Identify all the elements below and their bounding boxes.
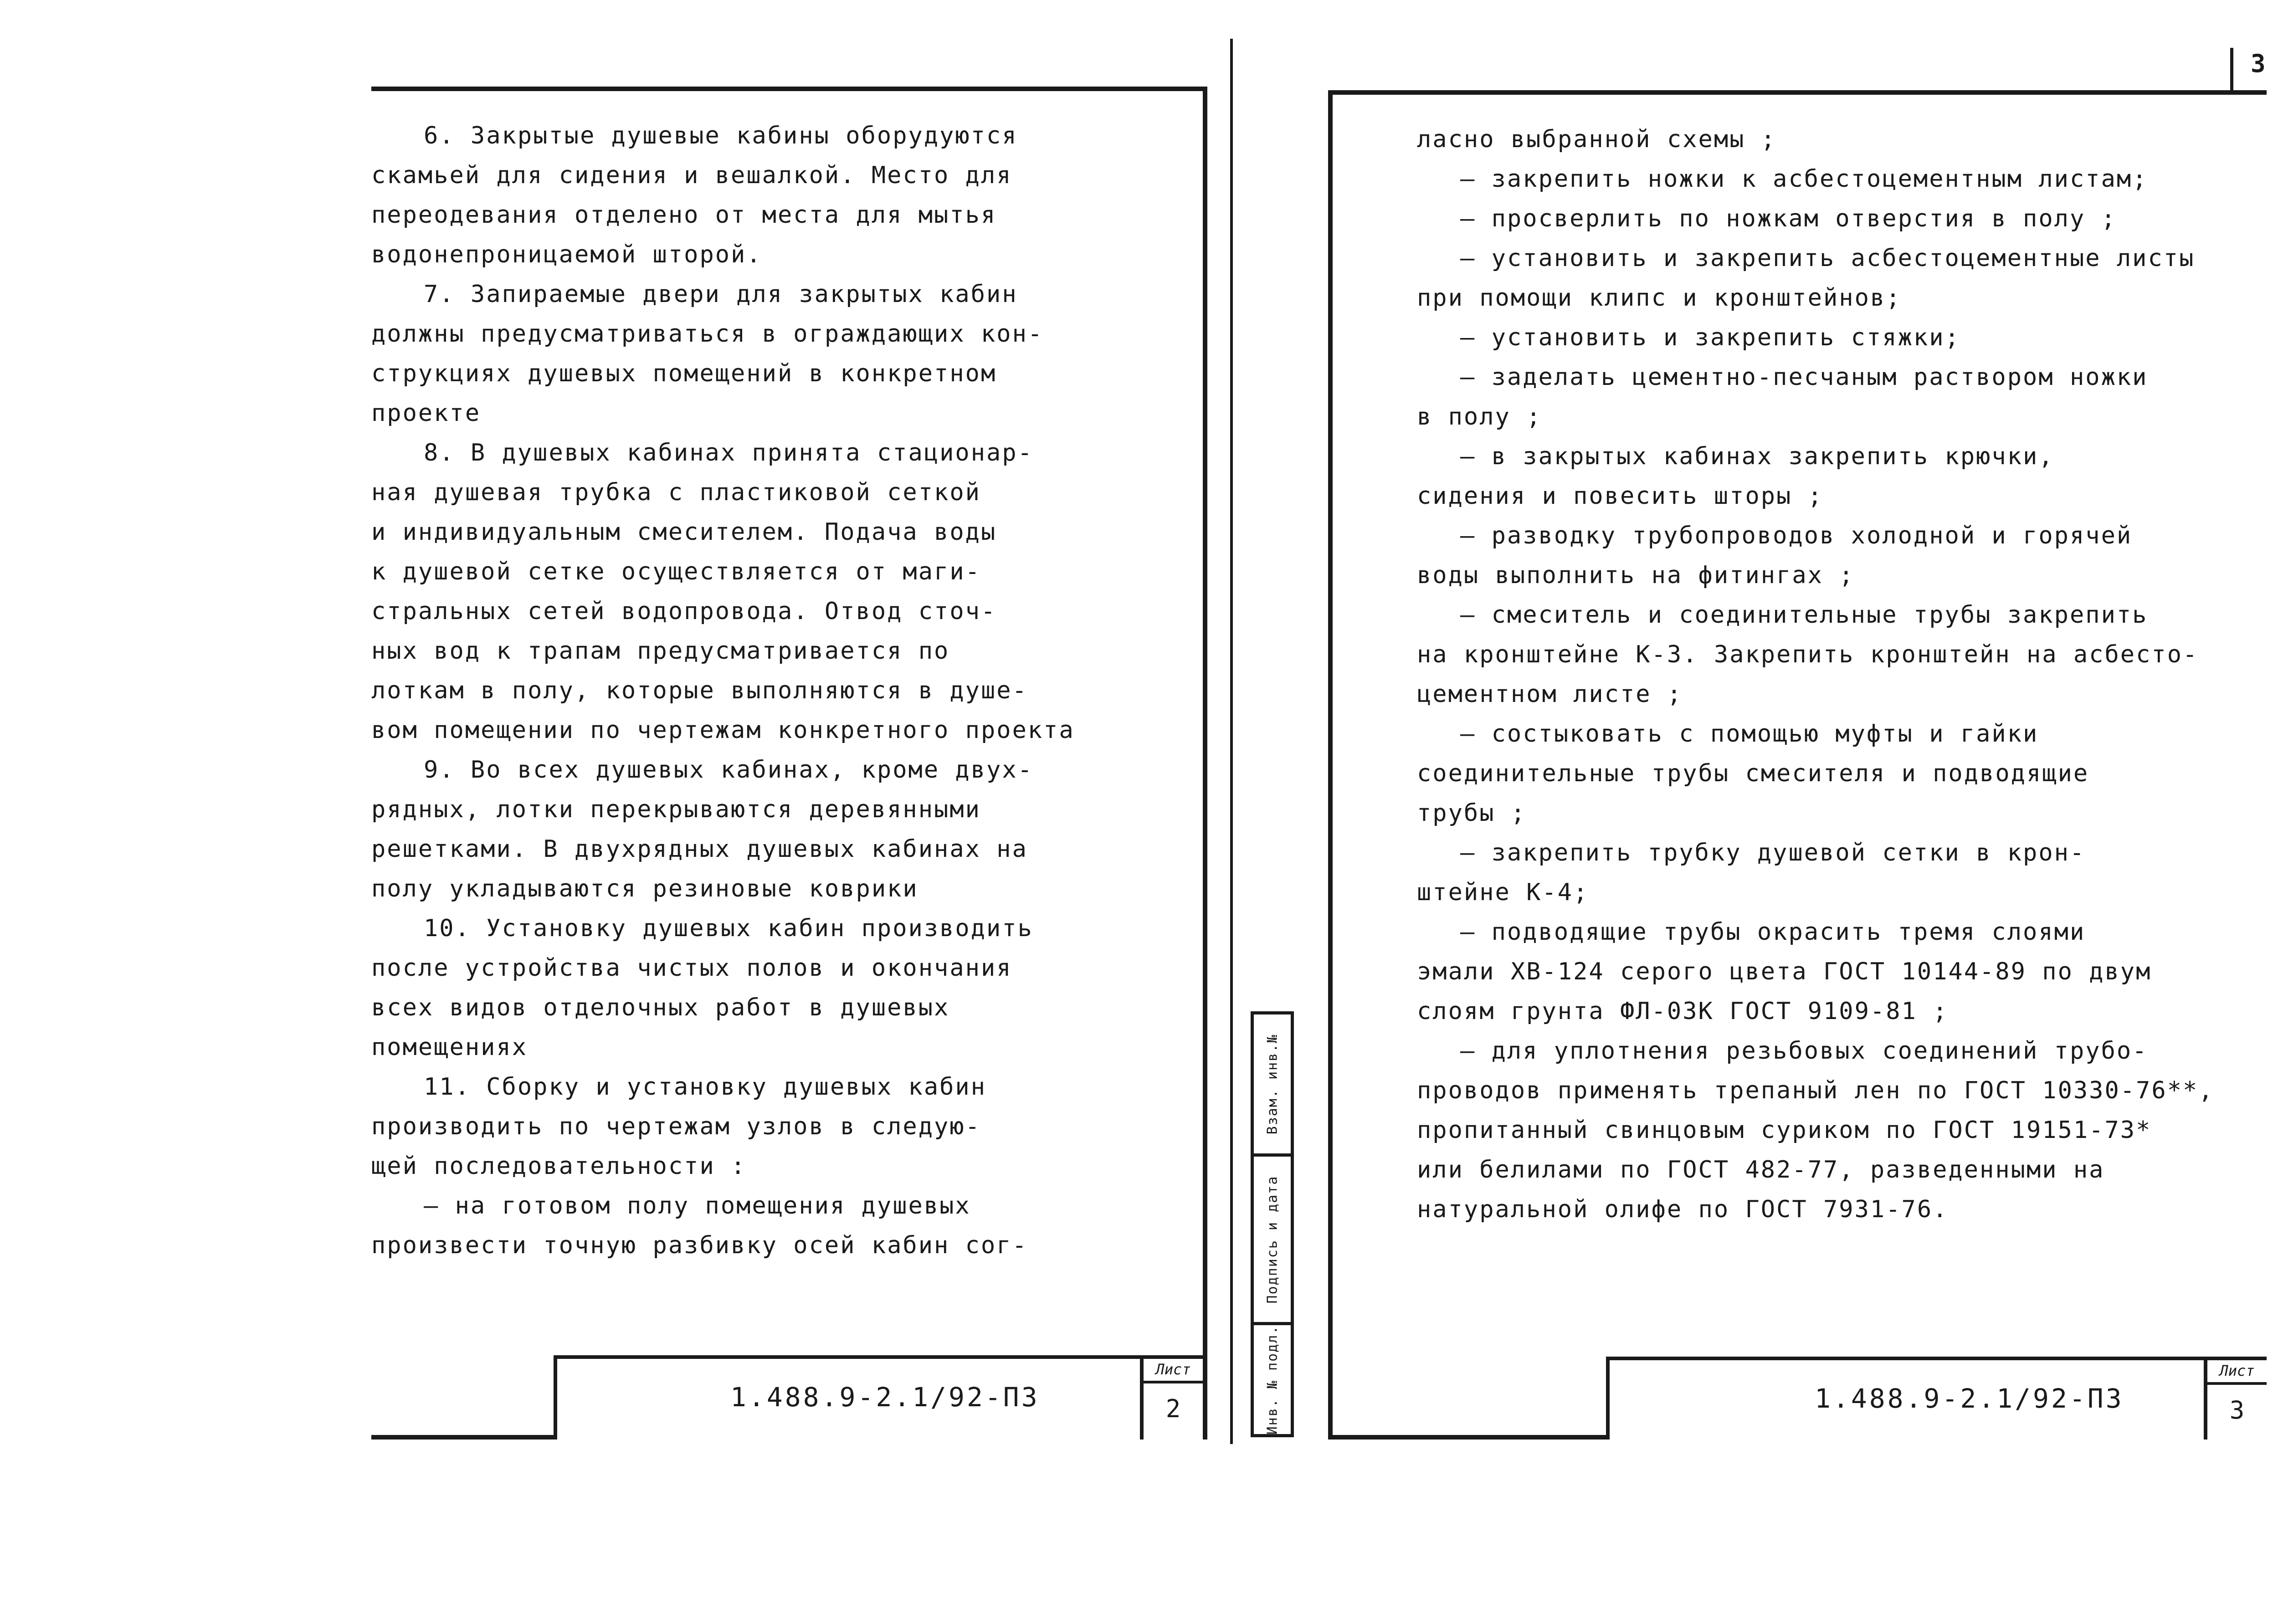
text-line: вом помещении по чертежам конкретного проекта — [371, 717, 1075, 744]
text-line: сидения и повесить шторы ; — [1417, 482, 1823, 510]
document-code: 1.488.9-2.1/92-ПЗ — [730, 1382, 1040, 1413]
side-cell-replacement-inv — [1254, 1014, 1291, 1153]
text-line: — состыковать с помощью муфты и гайки — [1460, 720, 2039, 748]
text-line: штейне К-4; — [1417, 879, 1589, 906]
corner-page-number: 3 — [2251, 49, 2266, 78]
text-line: — установить и закрепить асбестоцементные листы — [1460, 245, 2195, 272]
binding-side-stamp — [1251, 1011, 1294, 1437]
text-line: рядных, лотки перекрываются деревянными — [371, 796, 981, 823]
text-line: переодевания отделено от места для мытья — [371, 201, 997, 229]
right-page — [1328, 90, 2267, 1440]
text-line: всех видов отделочных работ в душевых — [371, 994, 950, 1021]
text-line: — в закрытых кабинах закрепить крючки, — [1460, 443, 2054, 470]
text-line: — смеситель и соединительные трубы закрепить — [1460, 601, 2148, 629]
text-line: — подводящие трубы окрасить тремя слоями — [1460, 918, 2086, 946]
sheet-number-box — [2204, 1360, 2267, 1440]
text-line: водонепроницаемой шторой. — [371, 241, 762, 268]
text-line: к душевой сетке осуществляется от маги- — [371, 558, 981, 585]
text-line: цементном листе ; — [1417, 681, 1683, 708]
text-line: струкциях душевых помещений в конкретном — [371, 360, 997, 387]
text-line: и индивидуальным смесителем. Подача воды — [371, 518, 997, 546]
right-page-text — [1417, 120, 2251, 1230]
text-line: произвести точную разбивку осей кабин сог- — [371, 1232, 1028, 1259]
text-line: ная душевая трубка с пластиковой сеткой — [371, 479, 981, 506]
text-line: после устройства чистых полов и окончания — [371, 954, 1012, 982]
text-line: 11. Сборку и установку душевых кабин — [424, 1073, 987, 1101]
text-line: 8. В душевых кабинах принята стационар- — [424, 439, 1033, 466]
text-line: лоткам в полу, которые выполняются в душе- — [371, 677, 1028, 704]
text-line: трубы ; — [1417, 799, 1527, 827]
sheet-number: 2 — [1165, 1394, 1181, 1423]
text-line: — закрепить трубку душевой сетки в крон- — [1460, 839, 2086, 866]
text-line: ных вод к трапам предусматривается по — [371, 637, 950, 665]
text-line: 9. Во всех душевых кабинах, кроме двух- — [424, 756, 1033, 784]
text-line: скамьей для сидения и вешалкой. Место для — [371, 162, 1012, 189]
text-line: в полу ; — [1417, 403, 1542, 430]
text-line: проводов применять трепаный лен по ГОСТ 10330-76**, — [1417, 1077, 2214, 1104]
text-line: пропитанный свинцовым суриком по ГОСТ 19151-73* — [1417, 1117, 2152, 1144]
text-line: соединительные трубы смесителя и подводящие — [1417, 760, 2089, 787]
text-line: или белилами по ГОСТ 482-77, разведенными на — [1417, 1156, 2105, 1183]
left-page-text — [371, 116, 1191, 1265]
text-line: — для уплотнения резьбовых соединений трубо- — [1460, 1037, 2148, 1065]
text-line: 10. Установку душевых кабин производить — [424, 915, 1033, 942]
sheet-number-box — [1140, 1359, 1203, 1440]
side-cell-signature-date — [1254, 1153, 1291, 1322]
text-line: слоям грунта ФЛ-03К ГОСТ 9109-81 ; — [1417, 998, 1949, 1025]
sheet-number: 3 — [2229, 1396, 2245, 1424]
text-line: — просверлить по ножкам отверстия в полу ; — [1460, 205, 2117, 232]
text-line: должны предусматриваться в ограждающих кон- — [371, 320, 1044, 348]
text-line: щей последовательности : — [371, 1153, 747, 1180]
text-line: при помощи клипс и кронштейнов; — [1417, 284, 1902, 312]
text-line: — разводку трубопроводов холодной и горячей — [1460, 522, 2133, 549]
text-line: воды выполнить на фитингах ; — [1417, 562, 1855, 589]
document-code: 1.488.9-2.1/92-ПЗ — [1815, 1383, 2124, 1414]
title-block-stamp — [554, 1355, 1203, 1440]
text-line: — заделать цементно-песчаным раствором ножки — [1460, 364, 2148, 391]
sheet-label: Лист — [1144, 1359, 1203, 1383]
text-line: натуральной олифе по ГОСТ 7931-76. — [1417, 1196, 1949, 1223]
text-line: ласно выбранной схемы ; — [1417, 126, 1777, 153]
text-line: — закрепить ножки к асбестоцементным листам; — [1460, 165, 2148, 193]
left-page — [371, 87, 1207, 1440]
title-block-stamp — [1606, 1357, 2267, 1440]
text-line: 6. Закрытые душевые кабины оборудуются — [424, 122, 1018, 149]
text-line: стральных сетей водопровода. Отвод сточ- — [371, 598, 997, 625]
text-line: — установить и закрепить стяжки; — [1460, 324, 1960, 351]
text-line: проекте — [371, 400, 481, 427]
text-line: помещениях — [371, 1034, 528, 1061]
side-cell-text: Взам. инв.№ — [1264, 1034, 1280, 1134]
side-cell-text: Инв. № подл. — [1264, 1325, 1280, 1434]
sheet-label: Лист — [2207, 1360, 2267, 1385]
corner-tick-mark — [2230, 48, 2233, 93]
text-line: решетками. В двухрядных душевых кабинах на — [371, 835, 1028, 863]
side-cell-original-inv — [1254, 1322, 1291, 1434]
text-line: — на готовом полу помещения душевых — [424, 1192, 971, 1219]
text-line: на кронштейне К-3. Закрепить кронштейн на асбесто- — [1417, 641, 2199, 668]
text-line: эмали ХВ-124 серого цвета ГОСТ 10144-89 по двум — [1417, 958, 2152, 985]
text-line: производить по чертежам узлов в следую- — [371, 1113, 981, 1140]
binding-fold-line — [1230, 39, 1233, 1444]
text-line: полу укладываются резиновые коврики — [371, 875, 918, 902]
text-line: 7. Запираемые двери для закрытых кабин — [424, 281, 1018, 308]
side-cell-text: Подпись и дата — [1264, 1175, 1280, 1303]
